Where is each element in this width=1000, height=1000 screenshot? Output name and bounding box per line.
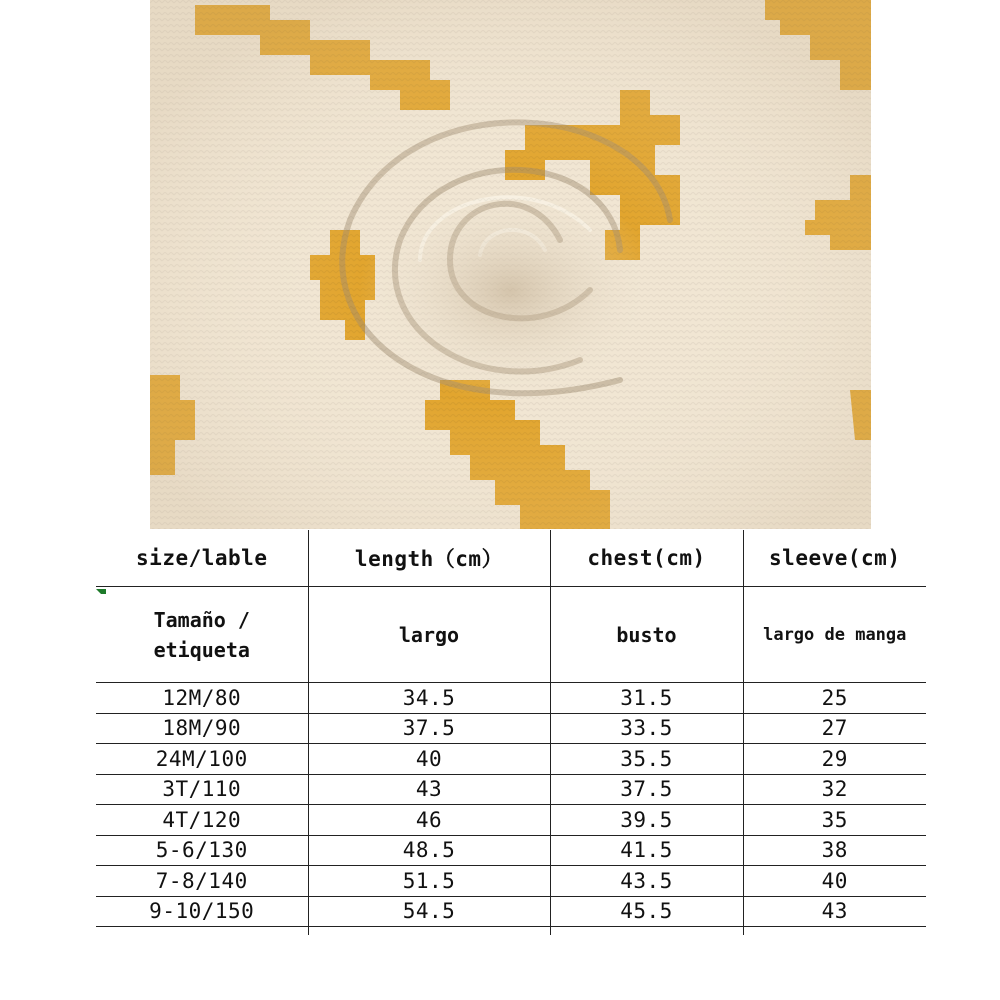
cell-sleeve: 43 <box>743 896 926 927</box>
cell-size: 24M/100 <box>96 744 308 775</box>
cell-chest: 33.5 <box>550 713 743 744</box>
cell-size: 9-10/150 <box>96 896 308 927</box>
cell-length: 40 <box>308 744 550 775</box>
cell-sleeve: 29 <box>743 744 926 775</box>
cell-size: 3T/110 <box>96 774 308 805</box>
table-subheader-row <box>96 587 926 683</box>
cell-size: 4T/120 <box>96 805 308 836</box>
cell-sleeve: 27 <box>743 713 926 744</box>
table-row <box>96 683 926 714</box>
subheader-chest: busto <box>550 587 743 683</box>
cell-size: 18M/90 <box>96 713 308 744</box>
cell-size: 12M/80 <box>96 683 308 714</box>
size-chart-table <box>96 530 926 935</box>
cell-length: 51.5 <box>308 866 550 897</box>
header-length: length（cm） <box>308 530 550 587</box>
cell-sleeve: 40 <box>743 866 926 897</box>
table-row <box>96 896 926 927</box>
table-row <box>96 835 926 866</box>
cell-length: 34.5 <box>308 683 550 714</box>
table-row <box>96 744 926 775</box>
cell-length: 54.5 <box>308 896 550 927</box>
cell-chest: 31.5 <box>550 683 743 714</box>
table-row <box>96 774 926 805</box>
header-chest: chest(cm) <box>550 530 743 587</box>
cell-sleeve: 32 <box>743 774 926 805</box>
cell-length: 37.5 <box>308 713 550 744</box>
cell-chest: 41.5 <box>550 835 743 866</box>
cell-length: 46 <box>308 805 550 836</box>
cell-chest: 39.5 <box>550 805 743 836</box>
cell-length: 43 <box>308 774 550 805</box>
cell-size: 5-6/130 <box>96 835 308 866</box>
table-cut-row <box>96 927 926 936</box>
table-row <box>96 713 926 744</box>
cell-chest: 45.5 <box>550 896 743 927</box>
cell-chest: 37.5 <box>550 774 743 805</box>
cell-sleeve: 25 <box>743 683 926 714</box>
cell-sleeve: 35 <box>743 805 926 836</box>
cell-sleeve: 38 <box>743 835 926 866</box>
header-sleeve: sleeve(cm) <box>743 530 926 587</box>
table-row <box>96 866 926 897</box>
table-row <box>96 805 926 836</box>
subheader-sleeve: largo de manga <box>743 587 926 683</box>
cell-length: 48.5 <box>308 835 550 866</box>
subheader-size: Tamaño / etiqueta <box>96 587 308 683</box>
subheader-length: largo <box>308 587 550 683</box>
table-header-row <box>96 530 926 587</box>
cell-chest: 43.5 <box>550 866 743 897</box>
header-size: size/lable <box>96 530 308 587</box>
cell-size: 7-8/140 <box>96 866 308 897</box>
cell-chest: 35.5 <box>550 744 743 775</box>
knit-fabric-swirl-image <box>150 0 871 529</box>
